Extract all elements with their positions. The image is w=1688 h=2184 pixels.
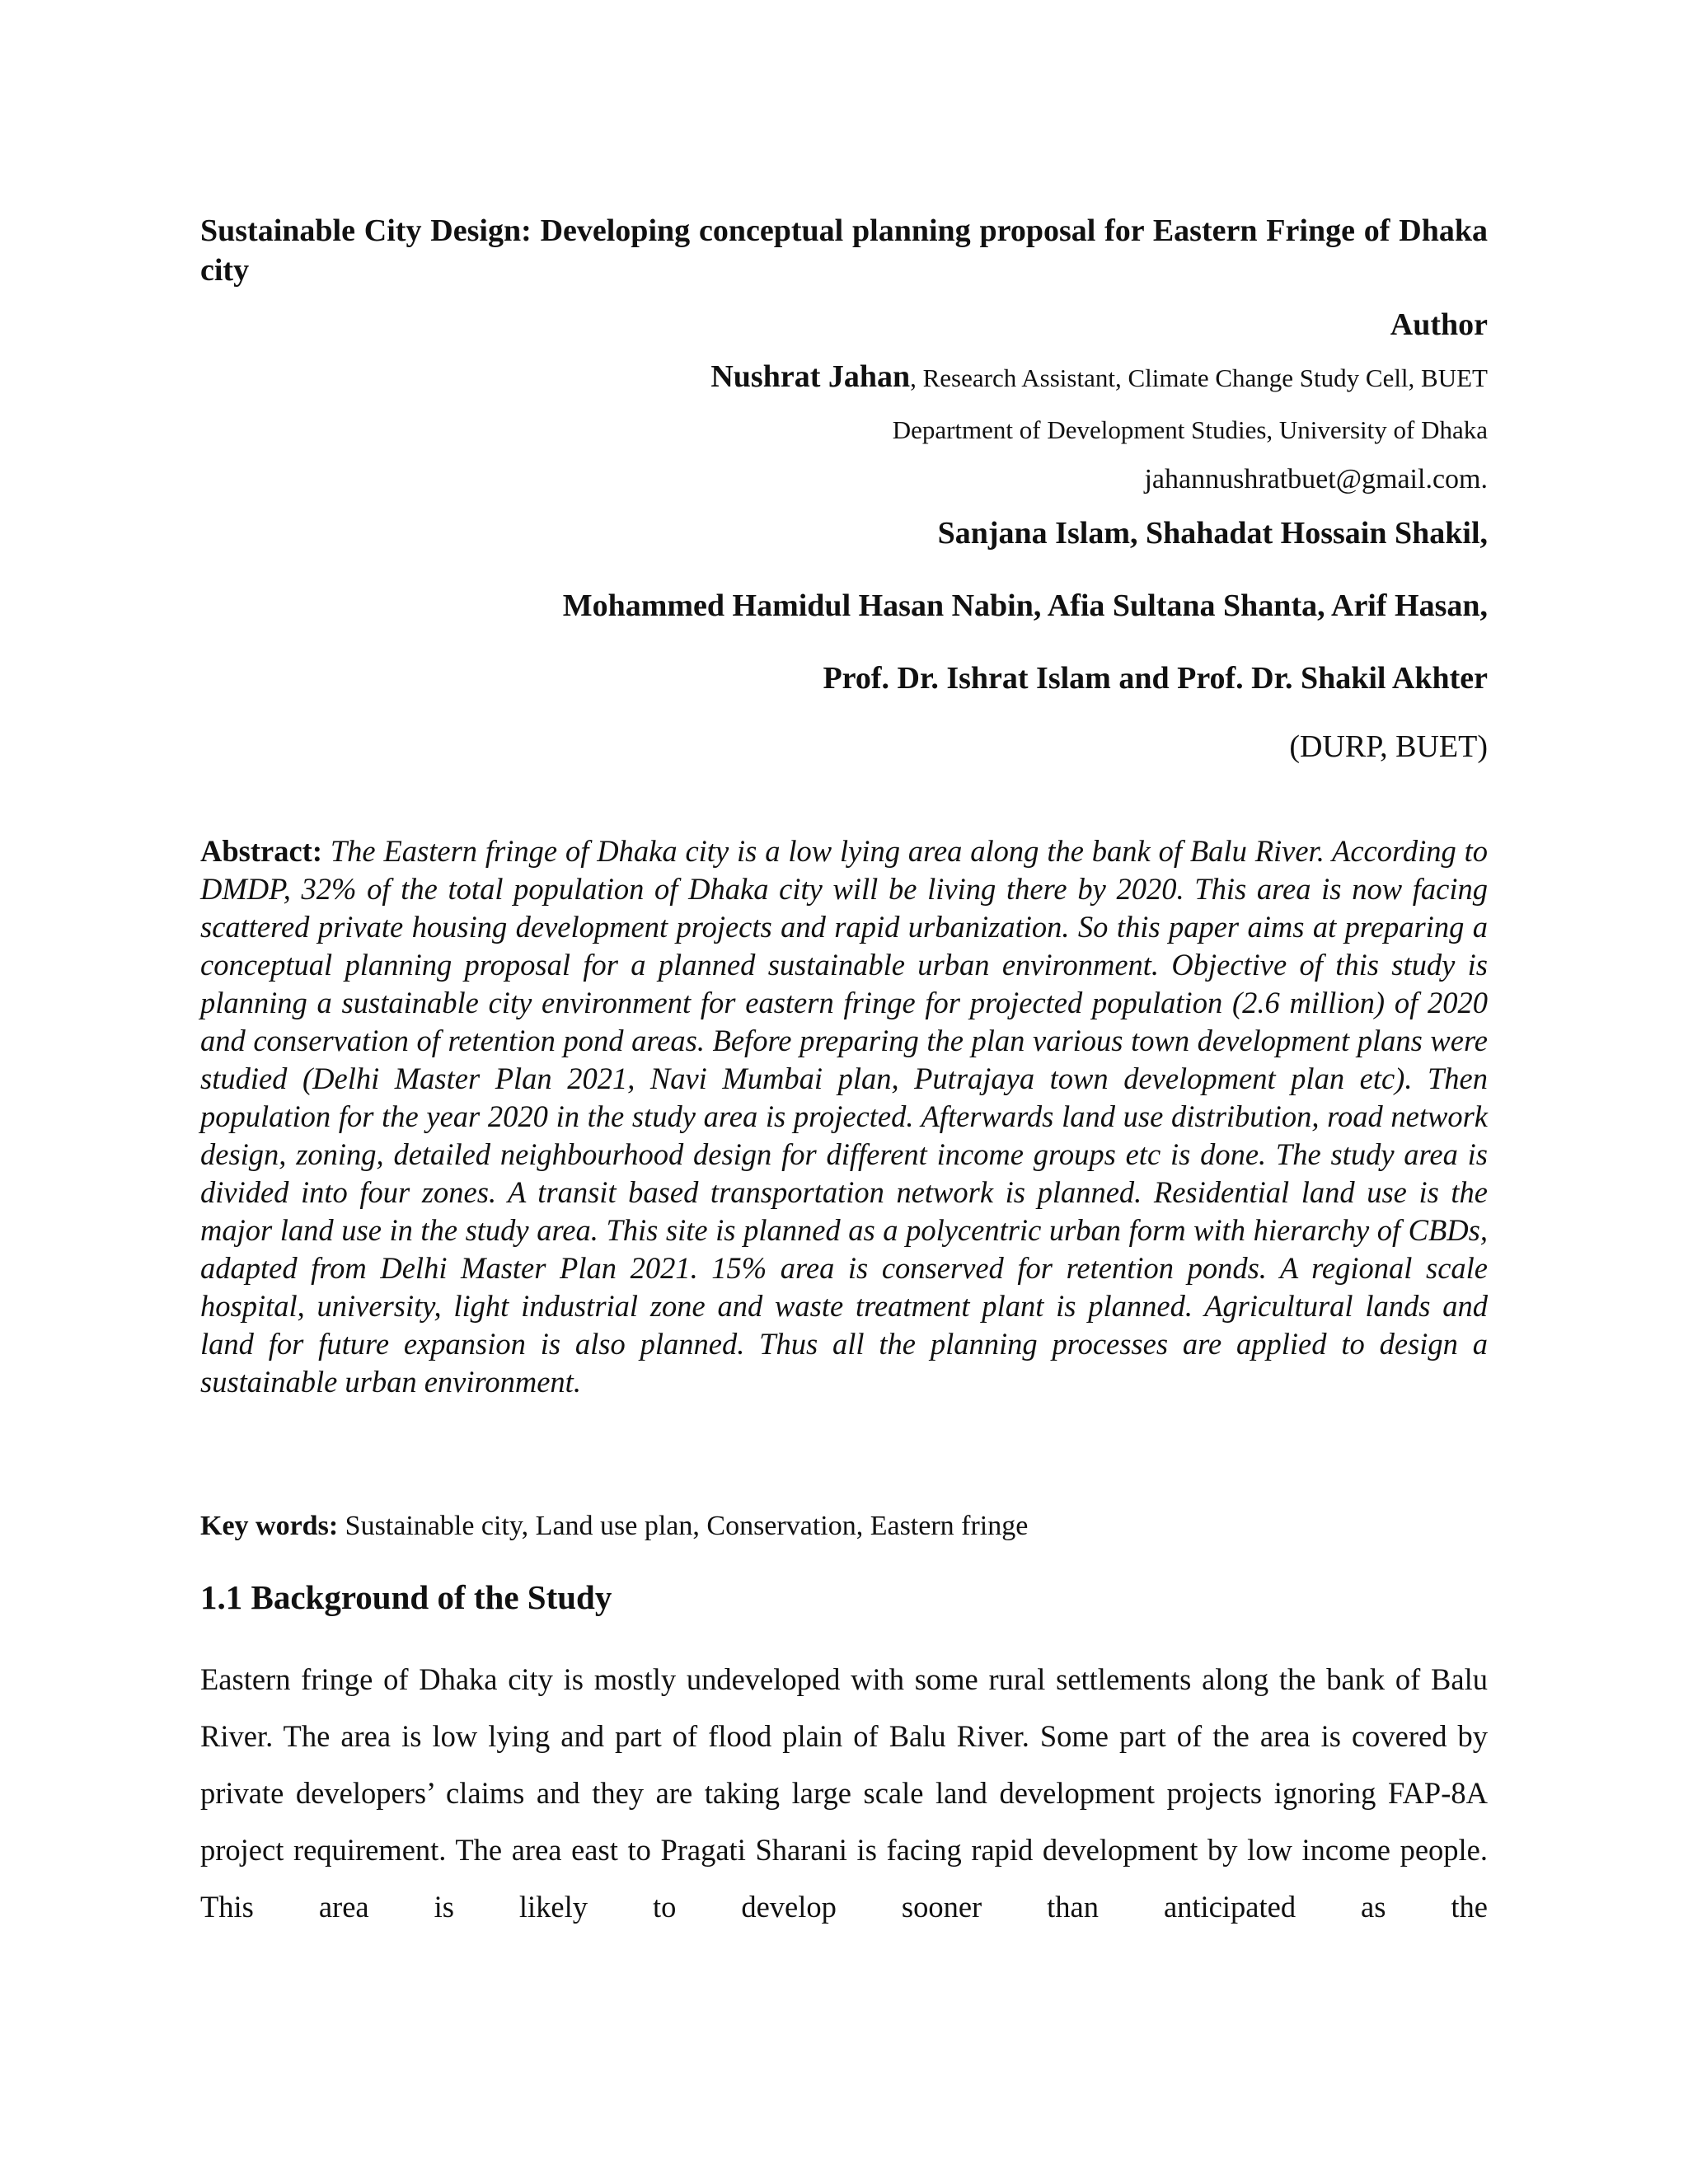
- coauthors-line-2: Mohammed Hamidul Hasan Nabin, Afia Sultana Shanta, Arif Hasan,: [562, 588, 1488, 623]
- primary-author-line: [200, 359, 1488, 396]
- coauthors-line-1: Sanjana Islam, Shahadat Hossain Shakil,: [937, 516, 1488, 551]
- primary-author-affiliation: Department of Development Studies, University of Dhaka: [892, 415, 1488, 444]
- author-heading: Author: [1390, 307, 1488, 342]
- author-department: (DURP, BUET): [1289, 729, 1488, 764]
- primary-author-email: jahannushratbuet@gmail.com.: [1144, 464, 1488, 494]
- keywords-text: Sustainable city, Land use plan, Conservation, Eastern fringe: [338, 1511, 1029, 1541]
- keywords-label: Key words:: [200, 1511, 339, 1541]
- abstract-label: Abstract:: [200, 834, 322, 868]
- abstract: [200, 832, 1488, 1401]
- paper-title: Sustainable City Design: Developing conceptual planning proposal for Eastern Fringe of Dhaka city: [200, 213, 1488, 288]
- keywords: [200, 1508, 1488, 1544]
- primary-author-name: Nushrat Jahan: [710, 359, 911, 394]
- abstract-text: The Eastern fringe of Dhaka city is a low lying area along the bank of Balu River. According to DMDP, 32% of the total population of Dhaka city will be living there by 2020. This area is now facing scattered private housing development projects and rapid urbanization. So this paper aims at preparing a conceptual planning proposal for a planned sustainable urban environment. Objective of this study is planning a sustainable city environment for eastern fringe for projected population (2.6 million) of 2020 and conservation of retention pond areas. Before preparing the plan various town development plans were studied (Delhi Master Plan 2021, Navi Mumbai plan, Putrajaya town development plan etc). Then population for the year 2020 in the study area is projected. Afterwards land use distribution, road network design, zoning, detailed neighbourhood design for different income groups etc is done. The study area is divided into four zones. A transit based transportation network is planned. Residential land use is the major land use in the study area. This site is planned as a polycentric urban form with hierarchy of CBDs, adapted from Delhi Master Plan 2021. 15% area is conserved for retention ponds. A regional scale hospital, university, light industrial zone and waste treatment plant is planned. Agricultural lands and land for future expansion is also planned. Thus all the planning processes are applied to design a sustainable urban environment.: [200, 834, 1489, 1399]
- primary-author-role: , Research Assistant, Climate Change Study Cell, BUET: [910, 363, 1488, 392]
- section-body: Eastern fringe of Dhaka city is mostly undeveloped with some rural settlements along the bank of Balu River. The area is low lying and part of flood plain of Balu River. Some part of the area is covered by private developers’ claims and they are taking large scale land development projects ignoring FAP-8A project requirement. The area east to Pragati Sharani is facing rapid development by low income people. This area is likely to develop sooner than anticipated as the: [200, 1662, 1488, 1924]
- paper-page: [200, 0, 1488, 2184]
- coauthors-line-3: Prof. Dr. Ishrat Islam and Prof. Dr. Shakil Akhter: [823, 661, 1488, 696]
- section-heading: 1.1 Background of the Study: [200, 1578, 612, 1616]
